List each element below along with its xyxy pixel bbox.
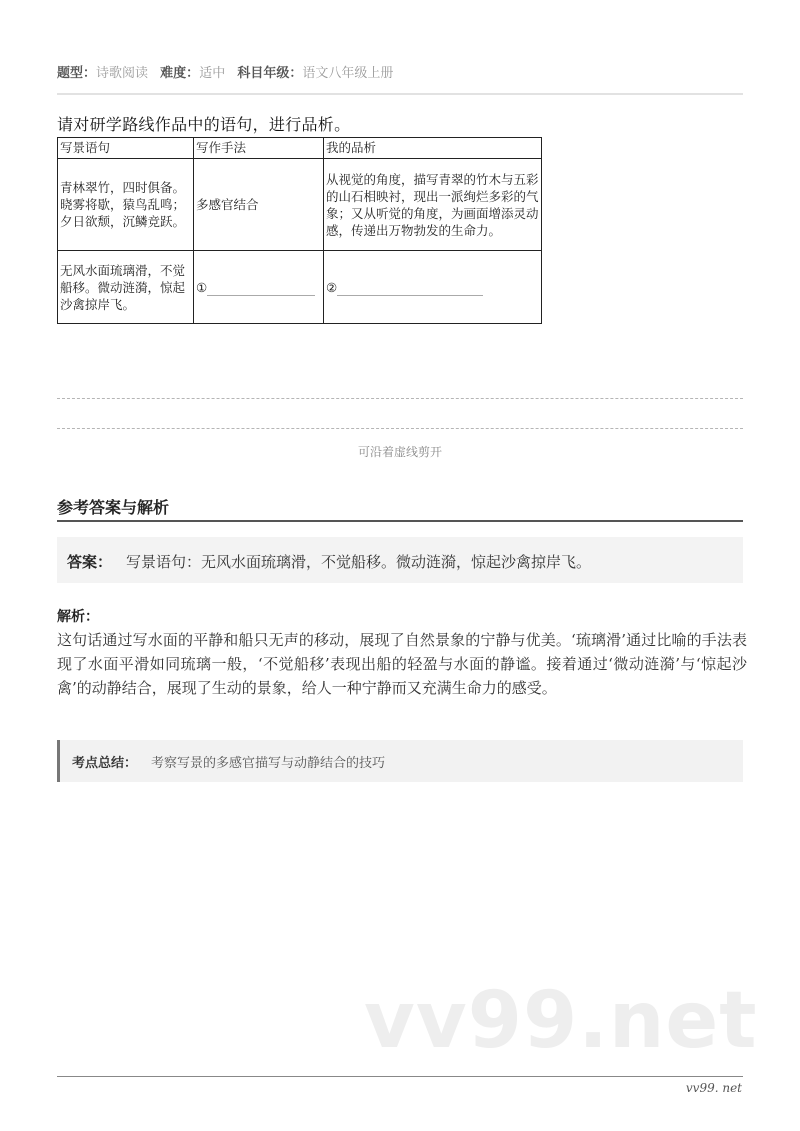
summary-text: 考察写景的多感官描写与动静结合的技巧: [151, 756, 386, 771]
answer-section-divider: [57, 520, 743, 522]
footer-divider: [57, 1076, 743, 1077]
cell-sentence: 青林翠竹，四时俱备。晓雾将歇，猿鸟乱鸣；夕日欲颓，沉鳞竞跃。: [58, 159, 194, 251]
subject-value: 语文八年级上册: [302, 66, 394, 81]
meta-divider: [57, 93, 743, 95]
blank-number-1: ①: [196, 279, 208, 295]
question-prompt: 请对研学路线作品中的语句，进行品析。: [57, 115, 351, 134]
header-technique: 写作手法: [194, 138, 324, 159]
analysis-table: [57, 137, 542, 324]
header-analysis: 我的品析: [324, 138, 542, 159]
cell-analysis-blank[interactable]: [324, 251, 542, 324]
dashed-line-top: [57, 398, 743, 399]
question-meta: [57, 62, 401, 81]
analysis-text: 这句话通过写水面的平静和船只无声的移动，展现了自然景象的宁静与优美。‘琉璃滑’通过比喻的手法表现了水面平滑如同琉璃一般，‘不觉船移’表现出船的轻盈与水面的静谧。接着通过‘微动涟漪’与‘惊起沙禽’的动静结合，展现了生动的景象，给人一种宁静而又充满生命力的感受。: [57, 631, 747, 697]
table-row: [58, 251, 542, 324]
footer-site: vv99. net: [685, 1081, 742, 1095]
summary-label: 考点总结：: [72, 756, 138, 771]
table-row: [58, 159, 542, 251]
cell-technique: 多感官结合: [194, 159, 324, 251]
cell-technique-blank[interactable]: [194, 251, 324, 324]
cell-sentence: 无风水面琉璃滑，不觉船移。微动涟漪，惊起沙禽掠岸飞。: [58, 251, 194, 324]
cut-line: [57, 428, 743, 429]
header-sentence: 写景语句: [58, 138, 194, 159]
watermark: vv99.net: [364, 976, 758, 1066]
table-header-row: [58, 138, 542, 159]
type-label: 题型：: [57, 66, 97, 81]
difficulty-label: 难度：: [160, 66, 200, 81]
answer-blank-2[interactable]: [337, 281, 483, 296]
answer-text: 写景语句：无风水面琉璃滑，不觉船移。微动涟漪，惊起沙禽掠岸飞。: [126, 553, 592, 571]
subject-label: 科目年级：: [237, 66, 303, 81]
cell-analysis: 从视觉的角度，描写青翠的竹木与五彩的山石相映衬，现出一派绚烂多彩的气象；又从听觉的角度，为画面增添灵动感，传递出万物勃发的生命力。: [324, 159, 542, 251]
answer-box: [57, 537, 743, 583]
answer-blank-1[interactable]: [207, 281, 315, 296]
answer-section-title: 参考答案与解析: [57, 498, 170, 517]
difficulty-value: 适中: [199, 66, 226, 81]
cut-label: 可沿着虚线剪开: [357, 445, 442, 459]
answer-label: 答案：: [67, 553, 113, 571]
summary-box: [57, 740, 743, 782]
blank-number-2: ②: [326, 279, 338, 295]
analysis-label: 解析：: [57, 609, 99, 625]
type-value: 诗歌阅读: [96, 66, 149, 81]
